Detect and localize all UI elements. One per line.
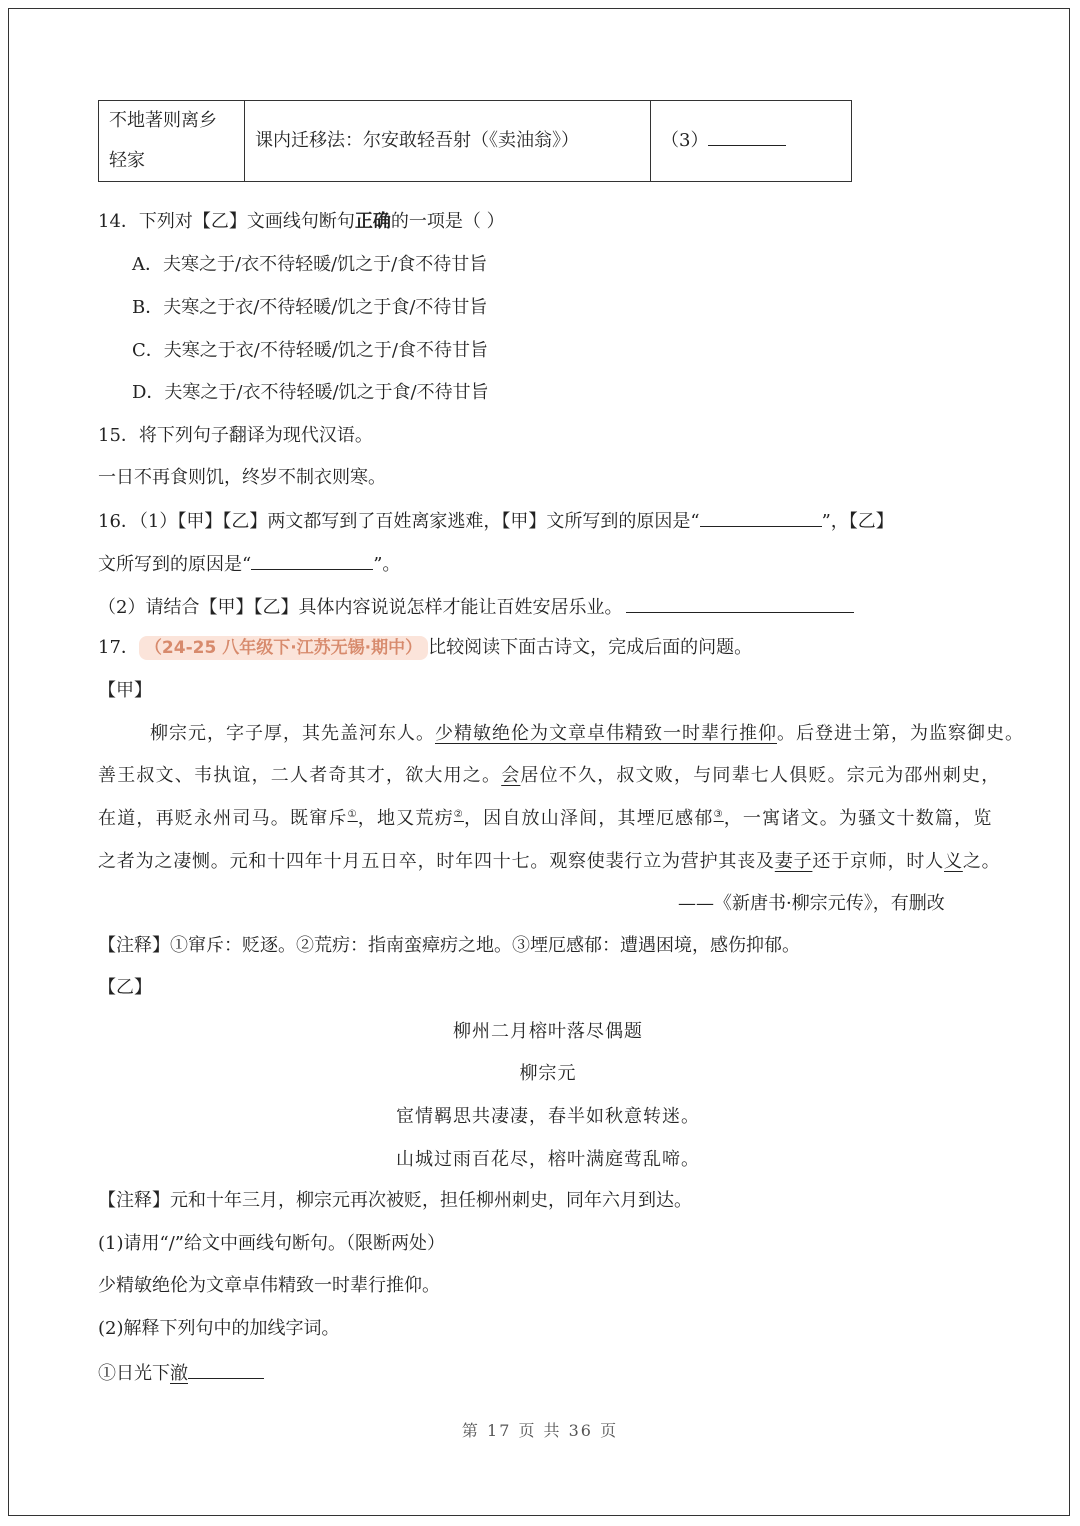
sub2-answer-blank[interactable]	[188, 1360, 264, 1379]
jia-text: 之者为之凄恻。元和十四年十月五日卒，时年四十七。观察使裴行立为营护其丧及	[98, 851, 775, 872]
q17-sub2-item1	[98, 1360, 264, 1386]
poem-title: 柳州二月榕叶落尽偶题	[453, 1021, 643, 1042]
q15-stem: 15．将下列句子翻译为现代汉语。	[98, 425, 373, 446]
q16-part2-text: （2）请结合【甲】【乙】具体内容说说怎样才能让百姓安居乐业。	[98, 597, 623, 618]
q17-sub2: (2)解释下列句中的加线字词。	[98, 1318, 340, 1339]
answer-blank-3[interactable]	[708, 127, 786, 146]
q16-part1-text2: 文所写到的原因是“	[98, 554, 252, 575]
jia-text: 在道，再贬永州司马。既窜斥	[98, 808, 348, 829]
q17-sub1-sentence: 少精敏绝伦为文章卓伟精致一时辈行推仰。	[98, 1275, 440, 1296]
jia-notes: 【注释】①窜斥：贬逐。②荒疠：指南蛮瘴疠之地。③堙厄感郁：遭遇困境，感伤抑郁。	[98, 935, 800, 956]
poem-line-2: 山城过雨百花尽，榕叶满庭莺乱啼。	[396, 1149, 700, 1170]
jia-para-line3	[98, 807, 993, 831]
q17-sub1: (1)请用“/”给文中画线句断句。（限断两处）	[98, 1233, 445, 1254]
q16-blank-part2[interactable]	[626, 594, 854, 613]
q14-option-d[interactable]: D．夫寒之于/衣不待轻暖/饥之于食/不待甘旨	[132, 382, 489, 403]
poem-note: 【注释】元和十年三月，柳宗元再次被贬，担任柳州刺史，同年六月到达。	[98, 1190, 692, 1211]
q14-stem-text: 14．下列对【乙】文画线句断句	[98, 211, 355, 232]
q14-option-c[interactable]: C．夫寒之于衣/不待轻暖/饥之于/食不待甘旨	[132, 340, 488, 361]
q17-source-tag: （24-25 八年级下·江苏无锡·期中）	[139, 636, 428, 660]
note-ref-3: ③	[713, 809, 724, 820]
q15-sentence: 一日不再食则饥，终岁不制衣则寒。	[98, 467, 386, 488]
yi-label: 【乙】	[98, 977, 152, 998]
q16-part1-line1	[98, 508, 894, 534]
table-cell-method: 课内迁移法：尔安敢轻吾射（《卖油翁》）	[245, 101, 651, 182]
q17-stem-text: 比较阅读下面古诗文，完成后面的问题。	[428, 637, 753, 658]
q16-part1-line2	[98, 551, 400, 577]
q16-part1-text: 16．（1）【甲】【乙】两文都写到了百姓离家逃难，【甲】文所写到的原因是“	[98, 511, 700, 532]
jia-text: 柳宗元，字子厚，其先盖河东人。	[150, 723, 435, 744]
table-cell-answer[interactable]	[651, 101, 852, 182]
table-row	[99, 101, 852, 182]
jia-underlined-sentence: 少精敏绝伦为文章卓伟精致一时辈行推仰	[435, 723, 777, 744]
jia-text: 善王叔文、韦执谊，二人者奇其才，欲大用之。	[98, 765, 502, 786]
jia-para-line1	[150, 722, 1024, 746]
q16-blank-jia[interactable]	[700, 508, 822, 527]
jia-text: 居位不久，叔文败，与同辈七人俱贬。宗元为邵州刺史，	[520, 765, 1001, 786]
jia-para-line4	[98, 850, 1000, 874]
jia-text: 。后登进士第，为监察御史。	[777, 723, 1024, 744]
note-ref-2: ②	[453, 809, 464, 820]
note-ref-1: ①	[347, 809, 358, 820]
sub2-item-text: ①日光下	[98, 1363, 170, 1384]
table-cell-phrase-line1: 不地著则离乡	[109, 110, 217, 131]
q14-option-b[interactable]: B．夫寒之于衣/不待轻暖/饥之于食/不待甘旨	[132, 297, 488, 318]
answer-table	[98, 100, 852, 182]
jia-underlined-qizi: 妻子	[774, 851, 813, 872]
jia-text: 之。	[962, 851, 1001, 872]
sub2-item-underlined: 澈	[170, 1363, 188, 1384]
table-cell-phrase	[99, 101, 245, 182]
jia-para-line2	[98, 764, 1000, 788]
q16-part2	[98, 594, 854, 620]
poem-author: 柳宗元	[519, 1063, 577, 1084]
jia-text: ，地又荒疠	[357, 808, 454, 829]
q14-stem	[98, 210, 505, 234]
q14-stem-tail: 的一项是（ ）	[390, 211, 505, 232]
jia-text: 还于京师，时人	[812, 851, 945, 872]
jia-text: ，一寓诸文。为骚文十数篇，览	[723, 808, 993, 829]
jia-underlined-yi: 义	[944, 851, 963, 872]
jia-text: ，因自放山泽间，其堙厄感郁	[463, 808, 714, 829]
q17-stem	[98, 636, 752, 660]
q16-part1-mid: ”，【乙】	[821, 511, 894, 532]
jia-underlined-hui: 会	[501, 765, 521, 786]
q17-number: 17．	[98, 637, 139, 658]
q16-part1-end: ”。	[373, 554, 401, 575]
table-cell-phrase-line2: 轻家	[109, 150, 145, 171]
q16-blank-yi[interactable]	[251, 551, 373, 570]
page-footer: 第 17 页 共 36 页	[461, 1421, 619, 1440]
jia-label: 【甲】	[98, 680, 152, 701]
q14-stem-emphasis: 正确	[354, 211, 391, 232]
poem-line-1: 宦情羁思共凄凄，春半如秋意转迷。	[396, 1106, 700, 1127]
table-answer-label: （3）	[661, 130, 709, 151]
q14-option-a[interactable]: A．夫寒之于/衣不待轻暖/饥之于/食不待甘旨	[132, 254, 488, 275]
jia-source: ——《新唐书·柳宗元传》，有删改	[678, 893, 945, 914]
